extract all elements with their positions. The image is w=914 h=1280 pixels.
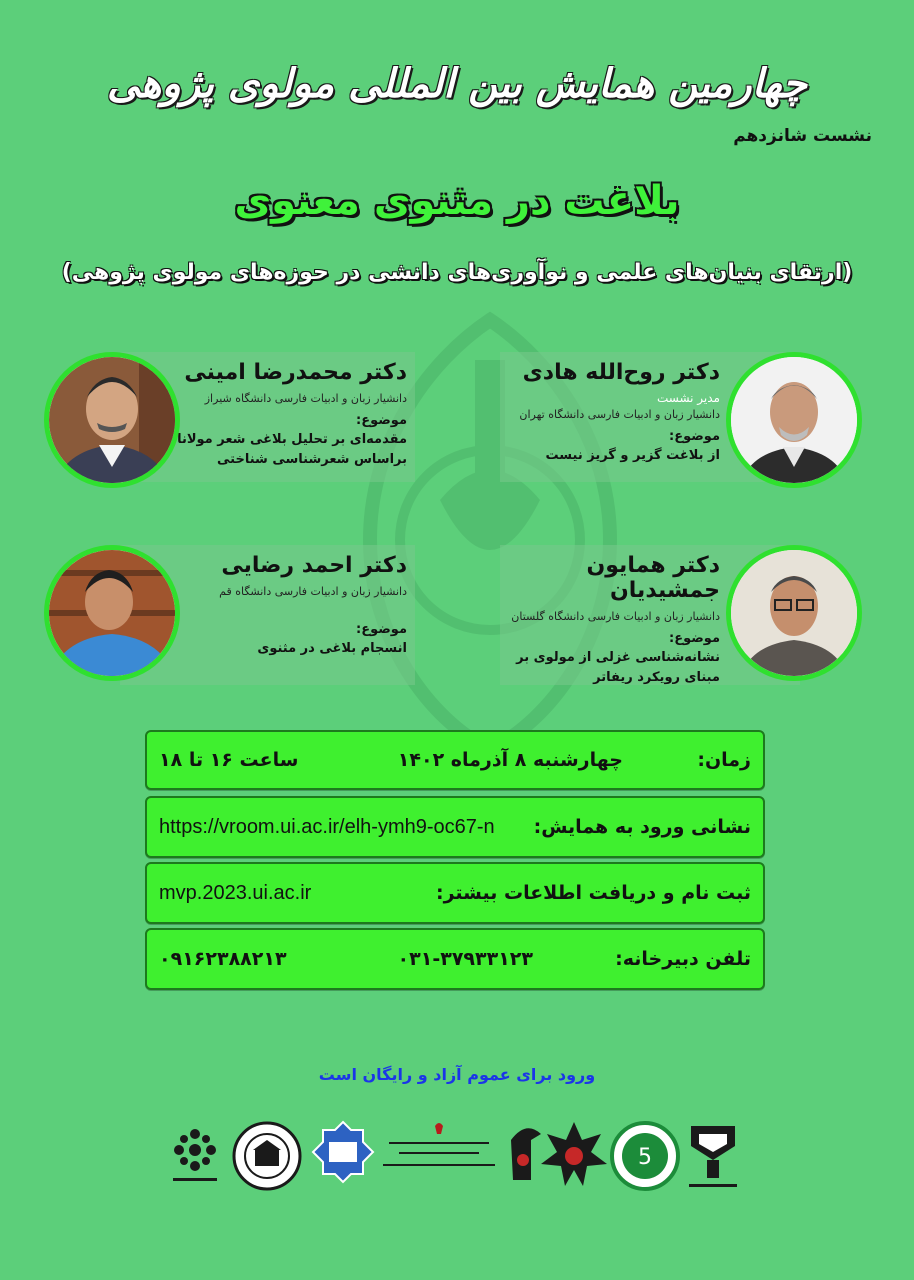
phone-row	[145, 928, 765, 990]
topic-label: موضوع:	[669, 429, 720, 444]
session-number: نشست شانزدهم	[733, 126, 872, 146]
esfahan-logo-icon	[609, 1120, 681, 1192]
speaker-role: مدیر نشست	[656, 391, 720, 405]
association-logo-icon	[311, 1120, 375, 1184]
time-label: زمان:	[697, 749, 751, 771]
register-link[interactable]: mvp.2023.ui.ac.ir	[159, 881, 312, 904]
subtitle: (ارتقای بنیان‌های علمی و نوآوری‌های دانشی در حوزه‌های مولوی پژوهی)	[61, 260, 853, 285]
ornament-logo-icon	[165, 1120, 225, 1190]
topic-label: موضوع:	[356, 413, 407, 428]
speaker-photo-hadi	[726, 352, 862, 488]
speaker-photo-jamshidian	[726, 545, 862, 681]
speaker-affiliation: دانشیار زبان و ادبیات فارسی دانشگاه گلستان	[511, 610, 720, 623]
star-pattern-logo-icon	[539, 1120, 609, 1190]
topic-label: موضوع:	[669, 631, 720, 646]
register-row	[145, 862, 765, 924]
register-label: ثبت نام و دریافت اطلاعات بیشتر:	[435, 882, 751, 904]
phone-label: تلفن دبیرخانه:	[615, 948, 751, 970]
university-seal-icon	[231, 1120, 303, 1192]
speaker-topic: انسجام بلاغی در مثنوی	[257, 641, 407, 656]
person-icon	[49, 550, 175, 676]
link-label: نشانی ورود به همایش:	[533, 816, 751, 838]
university-logo-icon	[685, 1120, 741, 1192]
speaker-topic: نشانه‌شناسی غزلی از مولوی بر مبنای رویکرد ریفاتر	[516, 650, 720, 685]
sponsor-logos	[165, 1120, 745, 1210]
conference-title: چهارمین همایش بین المللی مولوی پژوهی	[107, 60, 807, 107]
hours-value: ساعت ۱۶ تا ۱۸	[159, 749, 299, 771]
speaker-name: دکتر روح‌الله هادی	[522, 360, 720, 385]
speaker-affiliation: دانشیار زبان و ادبیات فارسی دانشگاه تهران	[519, 408, 720, 421]
person-icon	[731, 550, 857, 676]
fund-emblem-icon	[379, 1120, 499, 1184]
speaker-affiliation: دانشیار زبان و ادبیات فارسی دانشگاه قم	[219, 585, 407, 598]
conference-link[interactable]: https://vroom.ui.ac.ir/elh-ymh9-oc67-n	[159, 815, 495, 838]
speaker-photo-amini	[44, 352, 180, 488]
time-row	[145, 730, 765, 790]
free-entry-note: ورود برای عموم آزاد و رایگان است	[318, 1065, 596, 1084]
speaker-affiliation: دانشیار زبان و ادبیات فارسی دانشگاه شیراز	[204, 392, 407, 405]
person-icon	[731, 357, 857, 483]
main-title: بلاغت در مثنوی معنوی	[234, 178, 680, 224]
svg-text:5: 5	[638, 1145, 652, 1170]
date-value: چهارشنبه ۸ آذرماه ۱۴۰۲	[397, 749, 623, 771]
topic-label: موضوع:	[356, 622, 407, 637]
speaker-name: دکتر همایون جمشیدیان	[586, 553, 720, 603]
speaker-name: دکتر احمد رضایی	[221, 553, 407, 578]
speaker-topic: مقدمه‌ای بر تحلیل بلاغی شعر مولانا براساس شعرشناسی شناختی	[177, 432, 407, 467]
link-row	[145, 796, 765, 858]
person-icon	[49, 357, 175, 483]
speaker-photo-rezaei	[44, 545, 180, 681]
speaker-name: دکتر محمدرضا امینی	[184, 360, 407, 385]
phone-2: ۰۹۱۶۲۳۸۸۲۱۳	[159, 948, 287, 970]
speaker-topic: از بلاغت گزیر و گریز نیست	[545, 448, 720, 463]
phone-1: ۰۳۱-۳۷۹۳۳۱۲۳	[397, 948, 533, 970]
